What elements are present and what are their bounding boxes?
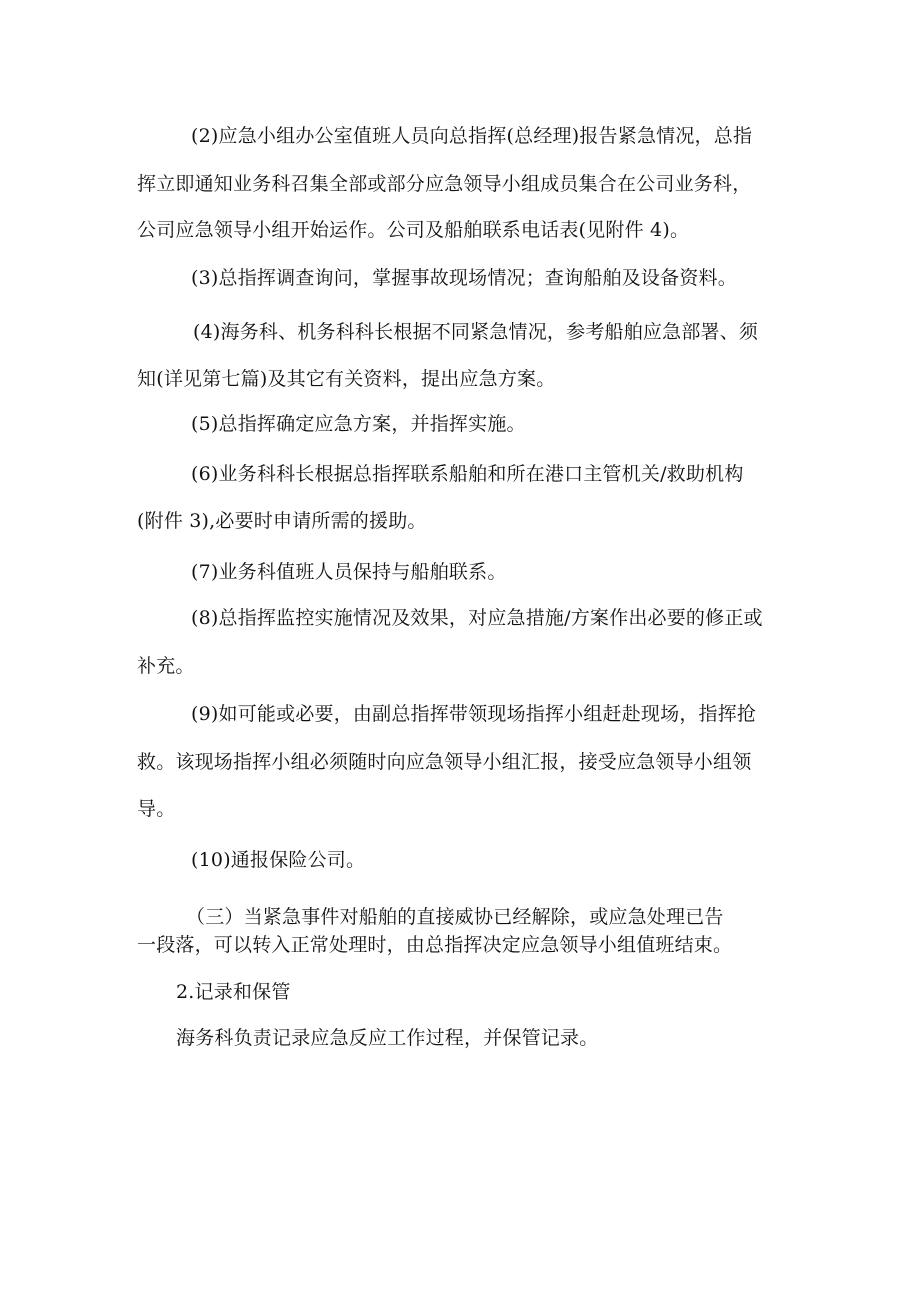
paragraph-4-line-2: 知(详见第七篇)及其它有关资料，提出应急方案。 <box>137 368 556 390</box>
paragraph-2-line-3: 公司应急领导小组开始运作。公司及船舶联系电话表(见附件 4)。 <box>137 219 690 241</box>
section-2-heading: 2.记录和保管 <box>176 981 291 1003</box>
paragraph-8-line-1: (8)总指挥监控实施情况及效果，对应急措施/方案作出必要的修正或 <box>191 607 763 629</box>
paragraph-9-line-2: 救。该现场指挥小组必须随时向应急领导小组汇报，接受应急领导小组领 <box>137 751 752 773</box>
paragraph-10-line-1: (10)通报保险公司。 <box>191 849 366 871</box>
paragraph-9-line-1: (9)如可能或必要，由副总指挥带领现场指挥小组赶赴现场，指挥抢 <box>191 703 757 725</box>
paragraph-6-line-1: (6)业务科科长根据总指挥联系船舶和所在港口主管机关/救助机构 <box>191 463 744 485</box>
paragraph-2-line-2: 挥立即通知业务科召集全部或部分应急领导小组成员集合在公司业务科， <box>137 173 752 195</box>
paragraph-5-line-1: (5)总指挥确定应急方案，并指挥实施。 <box>191 413 526 435</box>
paragraph-6-line-2: (附件 3),必要时申请所需的援助。 <box>137 510 427 532</box>
paragraph-4-line-1: (4)海务科、机务科科长根据不同紧急情况，参考船舶应急部署、须 <box>193 321 759 343</box>
paragraph-7-line-1: (7)业务科值班人员保持与船舶联系。 <box>191 561 507 583</box>
paragraph-2-line-1: (2)应急小组办公室值班人员向总指挥(总经理)报告紧急情况，总指 <box>191 125 753 147</box>
paragraph-3rd-line-1: （三）当紧急事件对船舶的直接威协已经解除，或应急处理已告 <box>186 906 724 928</box>
section-2-body: 海务科负责记录应急反应工作过程，并保管记录。 <box>176 1027 599 1049</box>
paragraph-3-line-1: (3)总指挥调查询问，掌握事故现场情况；查询船舶及设备资料。 <box>191 267 737 289</box>
paragraph-9-line-3: 导。 <box>137 798 176 820</box>
paragraph-3rd-line-2: 一段落，可以转入正常处理时，由总指挥决定应急领导小组值班结束。 <box>137 934 733 956</box>
paragraph-8-line-2: 补充。 <box>137 655 195 677</box>
